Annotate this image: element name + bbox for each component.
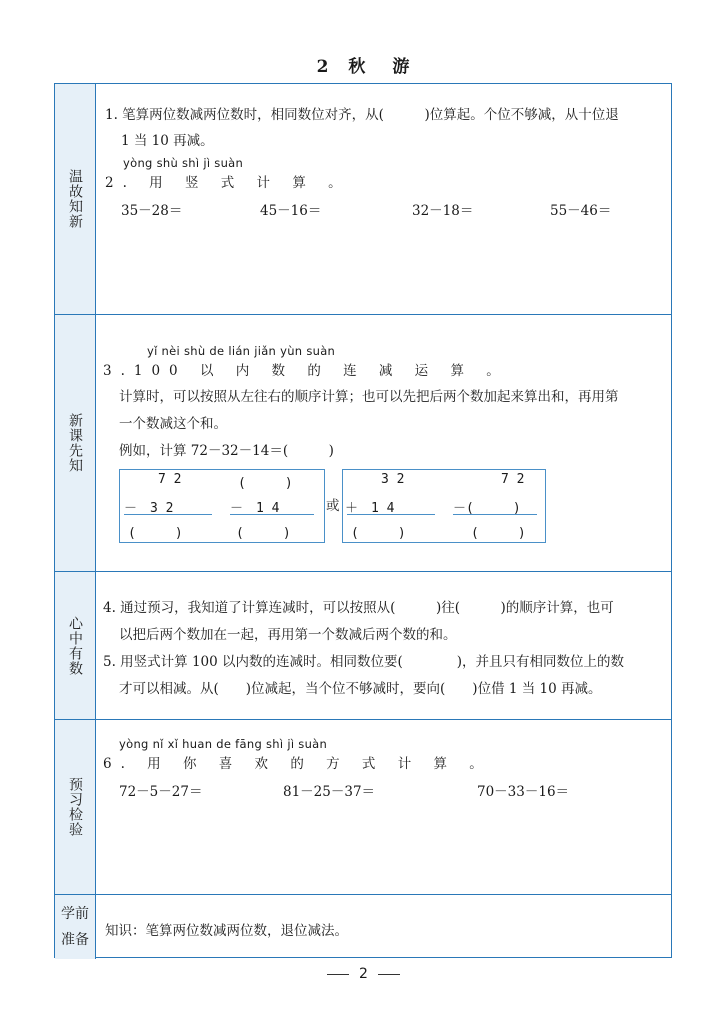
worksheet-table xyxy=(54,83,672,958)
section-content xyxy=(95,315,671,571)
calc-left-top-2: ( ) xyxy=(238,476,293,491)
section-label-line-2: 准备 xyxy=(61,932,89,948)
section-label: 新课先知 xyxy=(67,413,83,473)
expression-2: 81－25－37＝ xyxy=(283,784,376,800)
expression-3: 70－33－16＝ xyxy=(477,784,570,800)
footer-dash xyxy=(327,974,349,975)
or-label: 或 xyxy=(326,498,340,514)
question-4-line-2: 以把后两个数加在一起，再用第一个数减后两个数的和。 xyxy=(119,627,457,643)
section-label-cell xyxy=(55,720,96,894)
section-prep xyxy=(55,895,671,959)
paragraph-line-1: 计算时，可以按照从左往右的顺序计算；也可以先把后两个数加起来算出和，再用第 xyxy=(119,389,619,405)
section-check xyxy=(55,720,671,895)
calc-right-top-1: 3 2 xyxy=(381,472,405,487)
question-5-line-1: 5. 用竖式计算 100 以内数的连减时。相同数位要( )，并且只有相同数位上的数 xyxy=(103,654,625,670)
page-title xyxy=(0,52,727,77)
paragraph-line-2: 一个数减这个和。 xyxy=(119,416,227,432)
calc-left-bot-1: ( ) xyxy=(128,526,183,541)
calc-left-mid-2: － 1 4 xyxy=(230,501,280,516)
calc-right-bot-2: ( ) xyxy=(471,526,526,541)
calculation-box-right xyxy=(342,469,546,543)
calc-line xyxy=(124,514,212,515)
calculation-box-left xyxy=(119,469,325,543)
section-warmup xyxy=(55,84,671,315)
section-label: 心中有数 xyxy=(67,615,83,676)
expression-3: 32－18＝ xyxy=(412,203,474,219)
section-label: 温故知新 xyxy=(67,169,83,229)
section-new xyxy=(55,315,671,572)
expression-2: 45－16＝ xyxy=(260,203,322,219)
section-content xyxy=(95,720,671,894)
page-footer xyxy=(0,966,727,982)
section-content xyxy=(95,572,671,719)
question-6-text: 6. 用 你 喜 欢 的 方 式 计 算 。 xyxy=(103,756,492,772)
question-2-text: 2. 用 竖 式 计 算 。 xyxy=(105,175,351,191)
expression-4: 55－46＝ xyxy=(550,203,612,219)
section-label: 预习检验 xyxy=(67,777,83,837)
calc-left-top-1: 7 2 xyxy=(158,472,182,487)
question-3-pinyin: yǐ nèi shù de lián jiǎn yùn suàn xyxy=(147,344,336,358)
calc-right-top-2: 7 2 xyxy=(501,472,525,487)
expression-1: 72－5－27＝ xyxy=(119,784,203,800)
calc-left-bot-2: ( ) xyxy=(236,526,291,541)
calc-right-bot-1: ( ) xyxy=(351,526,406,541)
section-content xyxy=(95,84,671,314)
question-5-line-2: 才可以相减。从( )位减起，当个位不够减时，要向( )位借 1 当 10 再减。 xyxy=(119,681,602,697)
section-label-line-1: 学前 xyxy=(61,906,89,922)
section-label-cell xyxy=(55,315,96,571)
expression-1: 35－28＝ xyxy=(121,203,183,219)
example-text: 例如，计算 72－32－14＝( ) xyxy=(119,443,334,459)
footer-dash xyxy=(378,974,400,975)
question-4-line-1: 4. 通过预习，我知道了计算连减时，可以按照从( )往( )的顺序计算，也可 xyxy=(103,600,614,616)
prep-knowledge-text: 知识：笔算两位数减两位数，退位减法。 xyxy=(105,923,348,939)
lesson-title-char-2: 游 xyxy=(392,57,411,77)
lesson-number: 2 xyxy=(316,57,330,77)
question-2-pinyin: yòng shù shì jì suàn xyxy=(123,156,244,170)
section-content xyxy=(95,895,671,959)
calc-line xyxy=(230,514,314,515)
calc-right-mid-1: ＋ 1 4 xyxy=(345,501,395,516)
question-3-text: 3.100 以 内 数 的 连 减 运 算 。 xyxy=(103,363,509,379)
section-label-cell xyxy=(55,895,96,959)
calc-left-mid-1: － 3 2 xyxy=(124,501,174,516)
question-1-line-1: 1. 笔算两位数减两位数时，相同数位对齐，从( )位算起。个位不够减，从十位退 xyxy=(105,107,619,123)
page-number: 2 xyxy=(359,966,368,982)
question-1-line-2: 1 当 10 再减。 xyxy=(121,133,214,149)
calc-line xyxy=(453,514,537,515)
question-6-pinyin: yòng nǐ xǐ huan de fāng shì jì suàn xyxy=(119,737,328,751)
calc-right-mid-2: －( ) xyxy=(453,501,521,516)
section-heart xyxy=(55,572,671,720)
section-label xyxy=(61,901,89,953)
section-label-cell xyxy=(55,84,96,314)
section-label-cell xyxy=(55,572,96,719)
calc-line xyxy=(347,514,435,515)
lesson-title-char-1: 秋 xyxy=(348,57,367,77)
